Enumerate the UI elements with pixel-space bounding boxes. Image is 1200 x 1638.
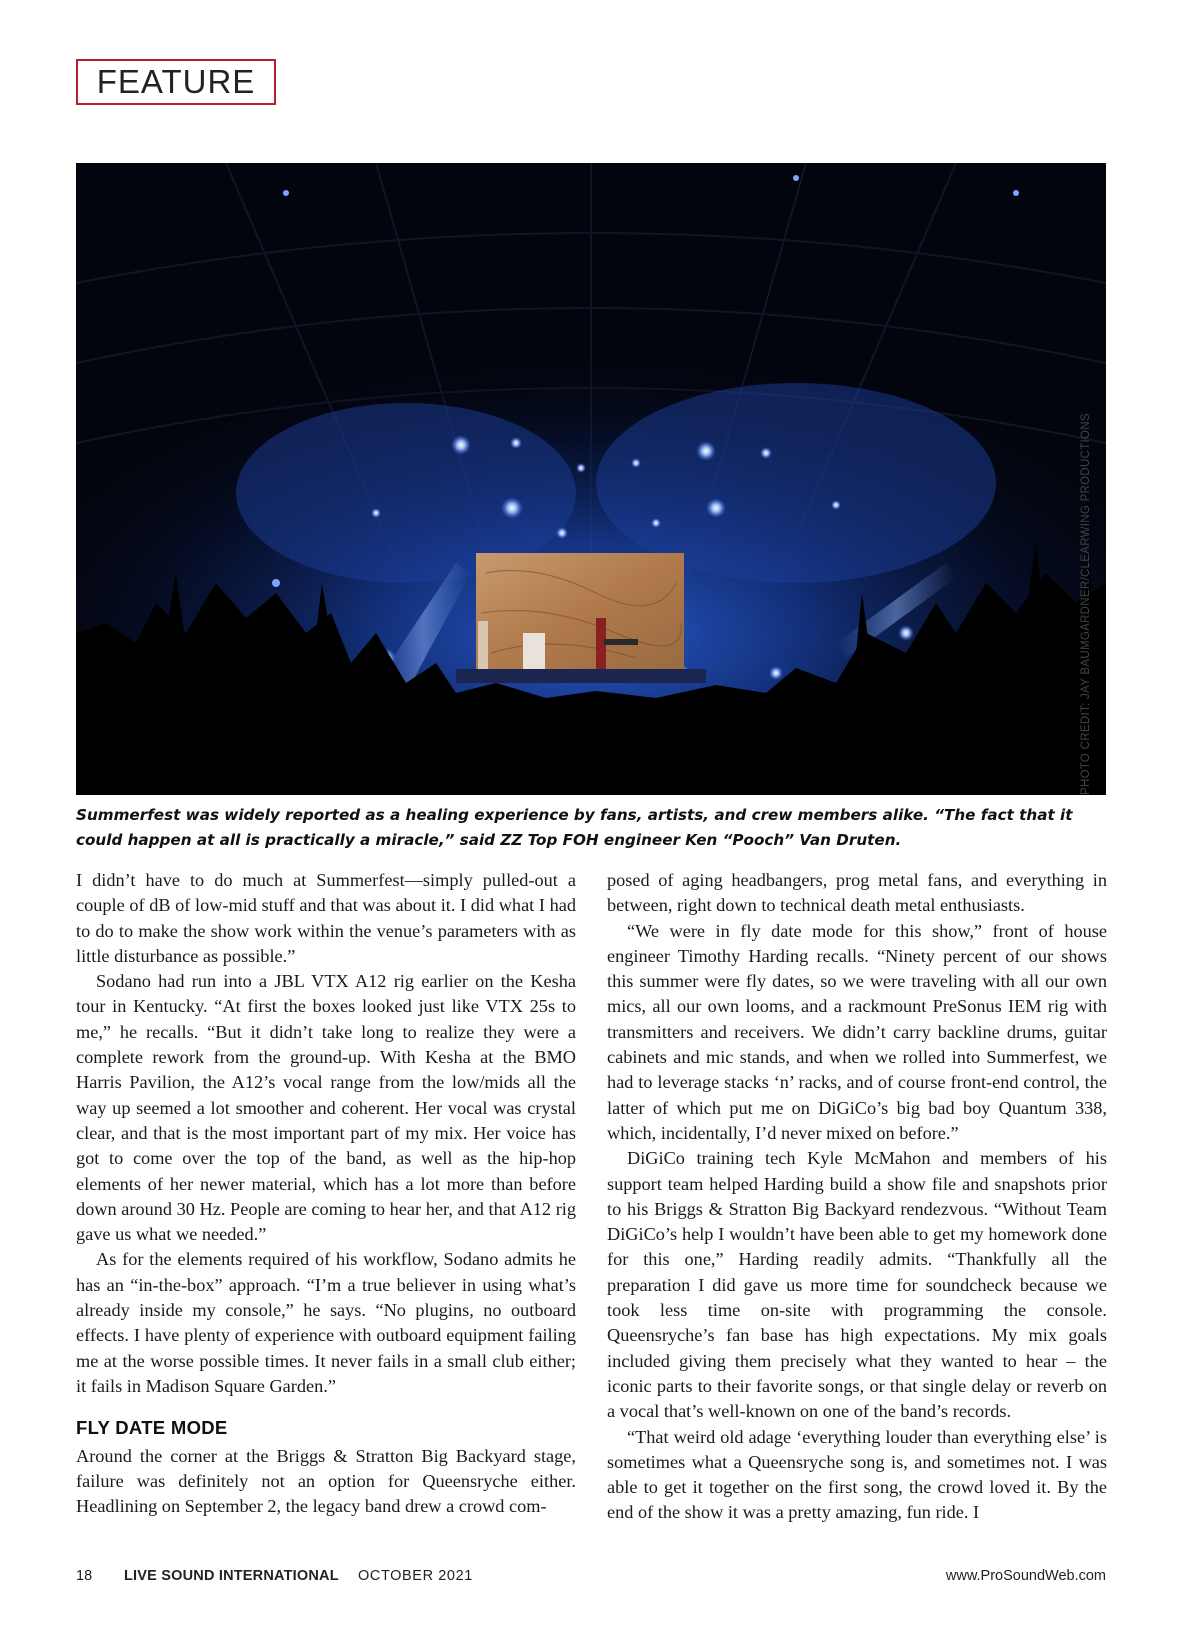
paragraph: “We were in fly date mode for this show,” front of house engineer Timothy Harding recalls. “Ninety percent of our shows this summer were fly dates, so we were traveling with all our own mics, all our own looms, and a rackmount PreSonus IEM rig with transmitters and receivers. We didn’t carry backline drums, guitar cabinets and mic stands, and when we rolled into Summerfest, we had to leverage stacks ‘n’ racks, and of course front-end control, the latter of which put me on DiGiCo’s big bad boy Quantum 338, which, incidentally, I’d never mixed on before.” (607, 920, 1107, 1143)
concert-photo (76, 163, 1106, 795)
paragraph: Around the corner at the Briggs & Stratton Big Backyard stage, failure was definitely not an option for Queensryche either. Headlining on September 2, the legacy band drew a crowd com- (76, 1445, 576, 1517)
paragraph: Sodano had run into a JBL VTX A12 rig earlier on the Kesha tour in Kentucky. “At first the boxes looked just like VTX 25s to me,” he recalls. “But it didn’t take long to realize they were a complete rework from the ground-up. With Kesha at the BMO Harris Pavilion, the A12’s vocal range from the low/mids all the way up seemed a lot smoother and coherent. Her vocal was crystal clear, and that is the most important part of my mix. Her voice has got to come over the top of the band, as well as the hip-hop elements of her newer material, which has a lot more than before down around 30 Hz. People are coming to hear her, and that A12 rig gave us what we needed.” (76, 971, 576, 1245)
magazine-name: LIVE SOUND INTERNATIONAL (124, 1568, 339, 1584)
page-footer (76, 1568, 1106, 1590)
photo-credit: PHOTO CREDIT: JAY BAUMGARDNER/CLEARWING PRODUCTIONS (1080, 413, 1092, 795)
paragraph: I didn’t have to do much at Summerfest—simply pulled-out a couple of dB of low-mid stuff and that was about it. I did what I had to do to make the show work within the venue’s parameters with as little disturbance as possible.” (76, 870, 576, 966)
page-number: 18 (76, 1568, 93, 1584)
paragraph: As for the elements required of his workflow, Sodano admits he has an “in-the-box” approach. “I’m a true believer in using what’s already inside my console,” he says. “No plugins, no outboard effects. I have plenty of experience with outboard equipment failing me at the worse possible times. It never fails in a small club either; it fails in Madison Square Garden.” (76, 1249, 576, 1396)
website-link[interactable]: www.ProSoundWeb.com (945, 1568, 1106, 1584)
paragraph: DiGiCo training tech Kyle McMahon and members of his support team helped Harding build a show file and snapshots prior to his Briggs & Stratton Big Backyard rendezvous. “Without Team DiGiCo’s help I wouldn’t have been able to get my homework done for this one,” Harding readily admits. “Thankfully all the preparation I did gave us more time for soundcheck because we took less time on-site with programming the console. Queensryche’s fan base has high expectations. My mix goals included giving them precisely what they wanted to hear – the iconic parts to their favorite songs, or that single delay or reverb on a vocal that’s well-known on one of the band’s records. (607, 1148, 1107, 1422)
body-column-right (607, 868, 1107, 1526)
photo-caption: Summerfest was widely reported as a healing experience by fans, artists, and crew members alike. “The fact that it could happen at all is practically a miracle,” said ZZ Top FOH engineer Ken “Pooch” Van Druten. (76, 806, 1073, 849)
subheading: FLY DATE MODE (76, 1417, 228, 1439)
paragraph: posed of aging headbangers, prog metal fans, and everything in between, right down to technical death metal enthusiasts. (607, 870, 1107, 916)
paragraph: “That weird old adage ‘everything louder than everything else’ is sometimes what a Queensryche song is, and sometimes not. I was able to get it together on the first song, the crowd loved it. By the end of the show it was a pretty amazing, fun ride. I (607, 1426, 1107, 1523)
section-label: FEATURE (76, 59, 276, 105)
issue-date: OCTOBER 2021 (358, 1568, 473, 1584)
body-column-left (76, 868, 576, 1519)
